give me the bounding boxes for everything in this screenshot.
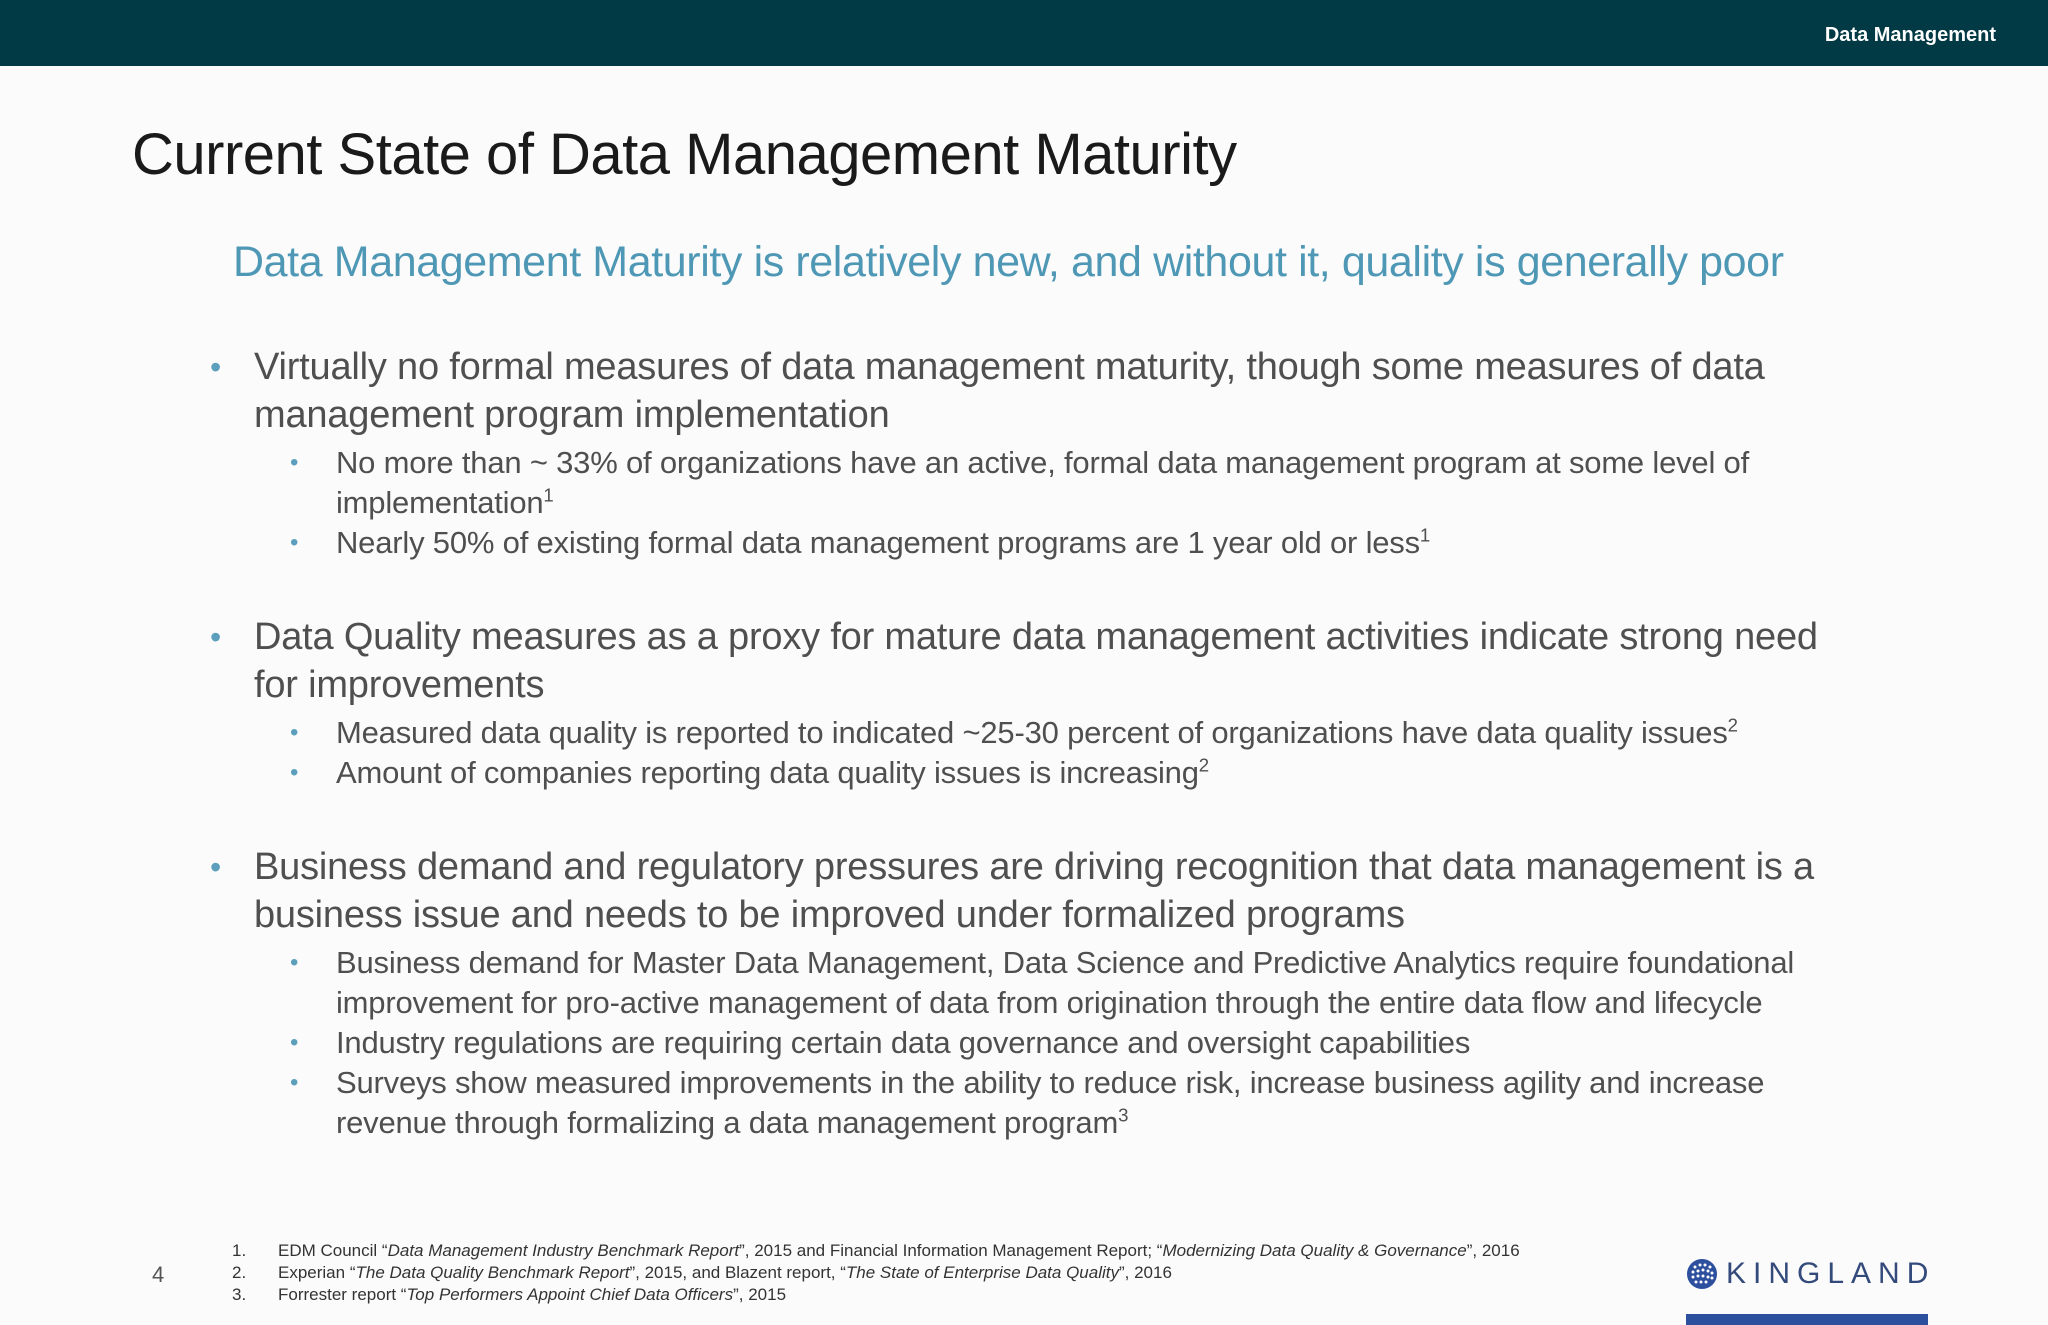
footnote-text: ”, 2015, and Blazent report, “ (629, 1263, 846, 1282)
bullet-text: Virtually no formal measures of data management maturity, though some measures of data management program implementation (254, 346, 1765, 436)
bullet-item (206, 343, 1846, 439)
footnote-title: Top Performers Appoint Chief Data Officers (406, 1285, 734, 1304)
footnote-text: Forrester report “ (278, 1285, 407, 1304)
bullet-text: Business demand and regulatory pressures are driving recognition that data management is a business issue and needs to be improved under formalized programs (254, 846, 1814, 936)
sub-bullet-list (206, 443, 1846, 563)
sub-bullet-text: Measured data quality is reported to indicated ~25-30 percent of organizations have data quality issues (336, 715, 1728, 750)
sub-bullet-text: Industry regulations are requiring certain data governance and oversight capabilities (336, 1025, 1471, 1060)
bullet-text: Data Quality measures as a proxy for mature data management activities indicate strong need for improvements (254, 616, 1818, 706)
sub-bullet-dot-icon: • (290, 949, 299, 976)
sub-bullet-text: Business demand for Master Data Management, Data Science and Predictive Analytics require foundational improvement for pro-active management of data from origination through the entire data flow and lifecycle (336, 945, 1795, 1020)
footnote-ref: 3 (1118, 1104, 1129, 1126)
sub-bullet-dot-icon: • (290, 529, 299, 556)
footnote-number: 3. (232, 1285, 247, 1304)
sub-bullet-text: Amount of companies reporting data quality issues is increasing (336, 755, 1199, 790)
footnote-text: ”, 2016 (1119, 1263, 1172, 1282)
footnote-number: 1. (232, 1241, 247, 1260)
footnote-text: ”, 2016 (1466, 1241, 1520, 1260)
sub-bullet-dot-icon: • (290, 719, 299, 746)
footnote-text: EDM Council “ (278, 1241, 388, 1260)
sub-bullet-text: Surveys show measured improvements in the ability to reduce risk, increase business agility and increase revenue through formalizing a data management program (336, 1065, 1765, 1140)
sub-bullet-text: No more than ~ 33% of organizations have an active, formal data management program at some level of implementation (336, 445, 1750, 520)
footnote-ref: 1 (543, 484, 554, 506)
bullet-group (206, 843, 1846, 1143)
footnote-title: Data Management Industry Benchmark Report (387, 1241, 740, 1260)
sub-bullet-item (206, 753, 1846, 793)
sub-bullet-item (206, 1063, 1846, 1143)
footnote-ref: 2 (1198, 754, 1209, 776)
footnotes (230, 1240, 1520, 1306)
sub-bullet-item (206, 713, 1846, 753)
sub-bullet-text: Nearly 50% of existing formal data management programs are 1 year old or less (336, 525, 1420, 560)
page-number: 4 (152, 1262, 165, 1287)
header-bar (0, 0, 2048, 66)
slide-title: Current State of Data Management Maturity (132, 122, 1237, 187)
sub-bullet-dot-icon: • (290, 759, 299, 786)
bullet-list (206, 343, 1846, 1193)
footnote-title: Modernizing Data Quality & Governance (1162, 1241, 1467, 1260)
bullet-dot-icon: • (210, 619, 222, 655)
footnote (230, 1284, 1520, 1306)
footnote-text: Experian “ (278, 1263, 356, 1282)
logo-wordmark: KINGLAND (1726, 1257, 1936, 1290)
footnote (230, 1240, 1520, 1262)
sub-bullet-list (206, 943, 1846, 1143)
footnote-title: The Data Quality Benchmark Report (355, 1263, 630, 1282)
footnote-ref: 1 (1419, 524, 1431, 546)
sub-bullet-item (206, 943, 1846, 1023)
bullet-item (206, 843, 1846, 939)
sub-bullet-item (206, 443, 1846, 523)
sub-bullet-dot-icon: • (290, 1029, 299, 1056)
sub-bullet-item (206, 1023, 1846, 1063)
footnote-text: ”, 2015 and Financial Information Management Report; “ (739, 1241, 1163, 1260)
footnote-number: 2. (232, 1263, 247, 1282)
footnote-title: The State of Enterprise Data Quality (845, 1263, 1119, 1282)
sub-bullet-item (206, 523, 1846, 563)
sub-bullet-dot-icon: • (290, 1069, 299, 1096)
bullet-group (206, 613, 1846, 793)
kingland-logo (1686, 1254, 1935, 1294)
bullet-dot-icon: • (210, 849, 222, 885)
sub-bullet-dot-icon: • (290, 449, 299, 476)
globe-icon (1686, 1258, 1718, 1290)
bullet-dot-icon: • (210, 349, 222, 385)
slide-subtitle: Data Management Maturity is relatively new, and without it, quality is generally poor (233, 238, 1784, 286)
footnote (230, 1262, 1520, 1284)
logo-underline-bar (1686, 1314, 1928, 1325)
footnote-ref: 2 (1727, 714, 1738, 736)
bullet-group (206, 343, 1846, 563)
sub-bullet-list (206, 713, 1846, 793)
bullet-item (206, 613, 1846, 709)
section-label: Data Management (1824, 24, 1996, 46)
footnote-text: ”, 2015 (733, 1285, 787, 1304)
